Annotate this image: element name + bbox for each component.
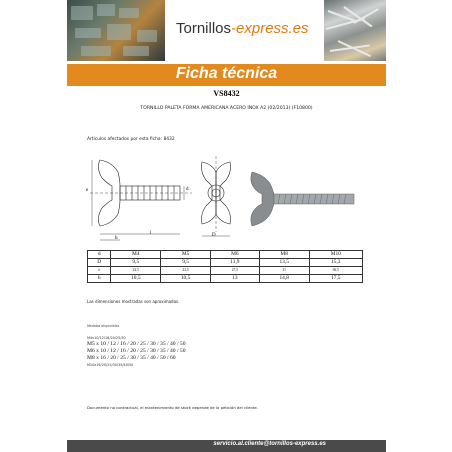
- page-header: [67, 0, 386, 61]
- row-label: D: [88, 259, 111, 267]
- spec-table: [87, 250, 363, 283]
- affected-items: Artículos afectados por esta ficha: 8432: [87, 137, 175, 142]
- table-cell: 13: [210, 275, 259, 283]
- list-item: M6 x 10 / 12 / 16 / 20 / 25 / 30 / 35 / 40 / 50: [87, 348, 186, 354]
- dimensions-note: Las dimensiones mostradas son aproximadas.: [87, 299, 180, 304]
- contact-email[interactable]: servicio.al.cliente@tornillos-express.es: [213, 441, 326, 447]
- banner-title: Ficha técnica: [175, 65, 278, 82]
- table-cell: 17,5: [309, 275, 362, 283]
- wing-screw-end-view: [202, 156, 231, 236]
- brand-main: Tornillos: [176, 20, 232, 37]
- table-cell: 9,5: [111, 259, 161, 267]
- table-cell: 9,5: [161, 259, 211, 267]
- table-cell: M6: [210, 251, 259, 259]
- disclaimer: Documento no contractual, el mantenimiento de stock depende de la petición del cliente.: [87, 405, 258, 410]
- table-cell: 22,5: [111, 267, 161, 275]
- wing-screw-photo: [251, 172, 354, 226]
- table-row: [88, 259, 363, 267]
- table-cell: M4: [111, 251, 161, 259]
- table-cell: 31: [259, 267, 309, 275]
- title-banner: [67, 64, 386, 86]
- table-row: [88, 251, 363, 259]
- drawing-label-h: h: [115, 236, 118, 241]
- product-code: VS8432: [213, 89, 240, 98]
- drawing-label-l: l: [150, 231, 152, 236]
- list-item: M10x16/20/25/30/35/40/50: [87, 363, 134, 367]
- list-item: M8 x 16 / 20 / 25 / 30 / 35 / 40 / 50 / 60: [87, 355, 176, 361]
- row-label: h: [88, 275, 111, 283]
- drawing-label-e: e: [86, 188, 89, 193]
- wing-screw-side-view: [90, 160, 192, 240]
- size-list: [87, 335, 186, 368]
- screws-photo: [324, 0, 386, 61]
- footer-bar: [67, 440, 386, 452]
- table-cell: 13,5: [259, 259, 309, 267]
- table-cell: 11,9: [210, 259, 259, 267]
- row-label: d: [88, 251, 111, 259]
- table-cell: M10: [309, 251, 362, 259]
- list-item: M4x10/12/16/20/25/30: [87, 336, 126, 340]
- brand-logo[interactable]: [176, 20, 309, 37]
- drawing-label-d: d: [186, 187, 189, 192]
- table-cell: 10,5: [161, 275, 211, 283]
- brand-accent: -express.es: [231, 20, 309, 37]
- table-cell: 22,5: [161, 267, 211, 275]
- available-sizes-label: Medidas disponibles: [87, 324, 120, 328]
- table-cell: 14,8: [259, 275, 309, 283]
- tools-photo: [67, 0, 165, 61]
- table-cell: 10,5: [111, 275, 161, 283]
- technical-drawing: [82, 152, 372, 242]
- table-row: [88, 267, 363, 275]
- row-label: e: [88, 267, 111, 275]
- list-item: M5 x 10 / 12 / 16 / 20 / 25 / 30 / 35 / 40 / 50: [87, 341, 186, 347]
- table-row: [88, 275, 363, 283]
- table-cell: 36,5: [309, 267, 362, 275]
- table-cell: M8: [259, 251, 309, 259]
- table-cell: M5: [161, 251, 211, 259]
- table-cell: 27,5: [210, 267, 259, 275]
- table-cell: 15,3: [309, 259, 362, 267]
- product-description: TORNILLO PALETA FORMA AMERICANA ACERO INOX A2 (02/2013) (F10800): [140, 106, 313, 111]
- drawing-label-D: D: [212, 233, 216, 238]
